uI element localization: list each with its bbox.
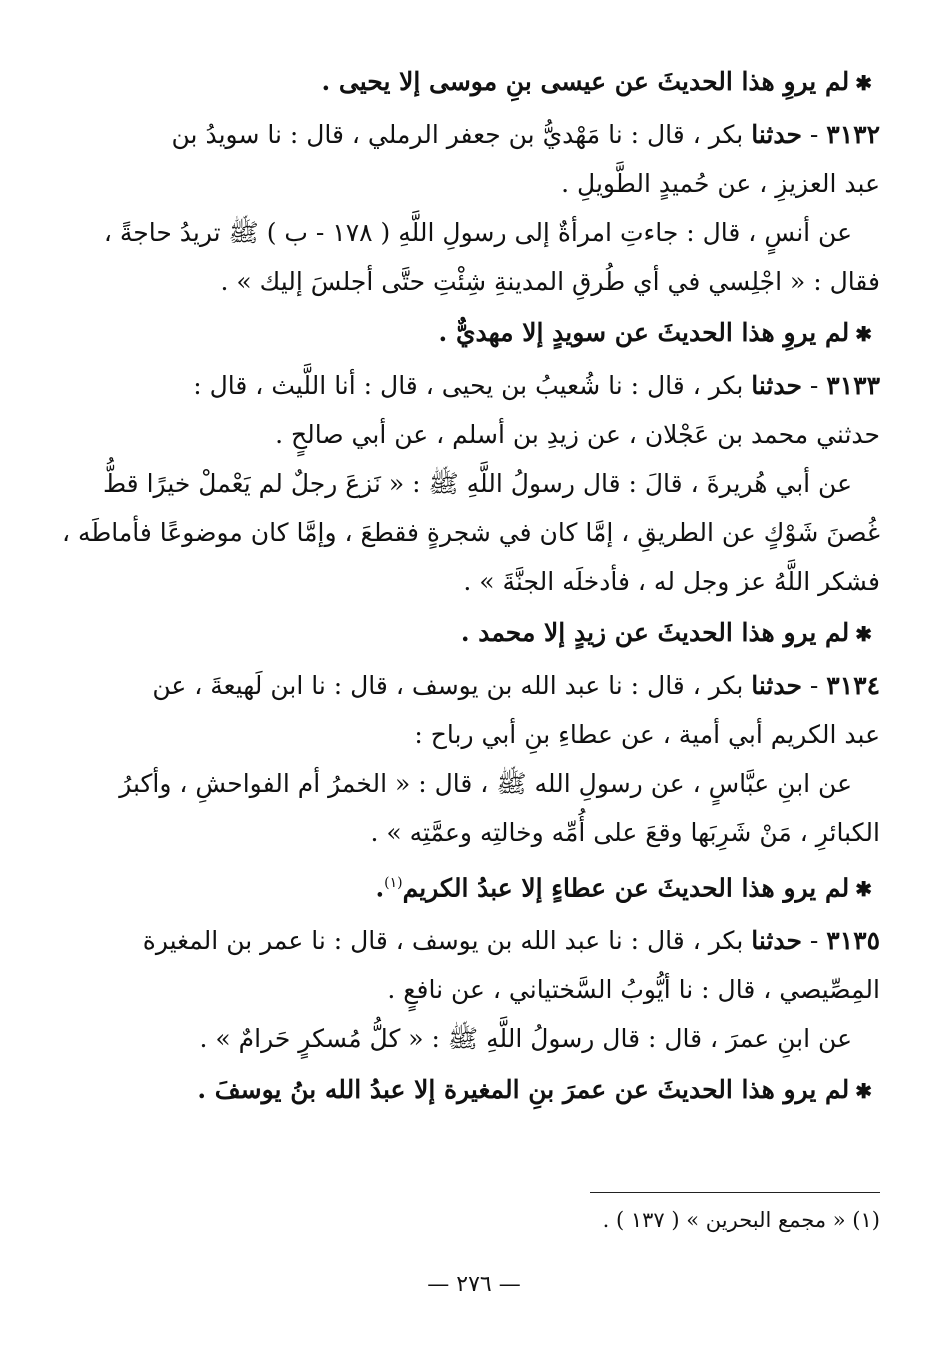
chain-note: ✱لم يروِ هذا الحديثَ عن سويدٍ إلا مهديٌّ . — [438, 318, 872, 347]
footnote: (١) « مجمع البحرين » ( ١٣٧ ) . — [602, 1208, 880, 1232]
hadith-lead: حدثنا — [751, 371, 802, 400]
footnote-ref[interactable]: (١) — [384, 875, 403, 891]
footnote-divider — [590, 1192, 880, 1193]
hadith-line: المِصِّيصي ، قال : نا أيُّوبُ السَّختياني ، عن نافعٍ . — [387, 975, 880, 1005]
hadith-matn-line: الكبائرِ ، مَنْ شَرِبَها وقعَ على أُمِّه وخالتِه وعمَّتِه » . — [370, 818, 880, 847]
hadith-line: ٣١٣٥ - حدثنا بكر ، قال : نا عبد الله بن يوسف ، قال : نا عمر بن المغيرة — [142, 926, 880, 956]
hadith-matn-line: عن ابنِ عمرَ ، قال : قال رسولُ اللَّهِ ﷺ : « كلُّ مُسكرٍ حَرامٌ » . — [199, 1024, 852, 1054]
hadith-number: ٣١٣٤ — [826, 671, 880, 700]
chain-note: ✱لم يروِ هذا الحديثَ عن عيسى بنِ موسى إلا يحيى . — [321, 67, 872, 96]
hadith-3134 — [50, 661, 880, 857]
page-number: — ٢٧٦ — — [427, 1272, 521, 1297]
hadith-number: ٣١٣٢ — [826, 120, 880, 149]
chain-note: ✱لم يرو هذا الحديثَ عن زيدٍ إلا محمد . — [460, 618, 872, 647]
hadith-matn-line: فشكر اللَّهُ عز وجل له ، فأدخلَه الجنَّةَ » . — [463, 567, 880, 596]
hadith-3133 — [50, 361, 880, 606]
hadith-matn-line: عن أنسٍ ، قال : جاءتِ امرأةٌ إلى رسولِ اللَّهِ ( ١٧٨ - ب ) ﷺ تريدُ حاجةً ، — [103, 218, 852, 247]
hadith-lead: حدثنا — [751, 926, 802, 956]
hadith-number: ٣١٣٣ — [826, 371, 880, 400]
chain-note: ✱لم يرو هذا الحديثَ عن عطاءٍ إلا عبدُ الكريم$^{(١)}$. — [375, 873, 872, 903]
hadith-matn-line: عن أبي هُريرةَ ، قالَ : قال رسولُ اللَّهِ ﷺ : « نَزعَ رجلٌ لم يَعْملْ خيرًا قطُّ — [102, 469, 852, 498]
hadith-number: ٣١٣٥ — [826, 926, 880, 956]
star-icon: ✱ — [855, 71, 872, 95]
star-icon: ✱ — [855, 1079, 872, 1104]
hadith-3132 — [50, 110, 880, 306]
chain-note: ✱لم يرو هذا الحديثَ عن عمرَ بنِ المغيرة إلا عبدُ الله بنُ يوسفَ . — [197, 1075, 872, 1105]
star-icon: ✱ — [855, 322, 872, 346]
hadith-line: ٣١٣٣ - حدثنا بكر ، قال : نا شُعيبُ بن يحيى ، قال : أنا اللَّيث ، قال : — [193, 371, 880, 400]
hadith-line: ٣١٣٢ - حدثنا بكر ، قال : نا مَهْديُّ بن جعفر الرملي ، قال : نا سويدُ بن — [171, 120, 880, 149]
hadith-lead: حدثنا — [751, 120, 802, 149]
star-icon: ✱ — [855, 877, 872, 902]
hadith-3135 — [50, 916, 880, 1063]
hadith-line: عبد الكريم أبي أمية ، عن عطاءِ بنِ أبي رباح : — [414, 720, 880, 749]
hadith-lead: حدثنا — [751, 671, 802, 700]
hadith-matn-line: غُصنَ شَوْكٍ عن الطريقِ ، إمَّا كان في شجرةٍ فقطعَ ، وإمَّا كان موضوعًا فأماطَه ، — [61, 518, 880, 547]
hadith-line: ٣١٣٤ - حدثنا بكر ، قال : نا عبد الله بن يوسف ، قال : نا ابن لَهيعةَ ، عن — [152, 671, 880, 700]
star-icon: ✱ — [855, 622, 872, 646]
hadith-line: عبد العزيزِ ، عن حُميدٍ الطَّويلِ . — [561, 169, 880, 198]
main-text — [50, 55, 880, 1118]
hadith-matn-line: عن ابنِ عبَّاسٍ ، عن رسولِ الله ﷺ ، قال : « الخمرُ أم الفواحشِ ، وأكبرُ — [119, 769, 852, 798]
hadith-matn-line: فقال : « اجْلِسي في أي طُرقِ المدينةِ شِئْتِ حتَّى أجلسَ إليك » . — [220, 267, 880, 296]
hadith-line: حدثني محمد بن عَجْلان ، عن زيدِ بن أسلم ، عن أبي صالحٍ . — [275, 420, 880, 449]
